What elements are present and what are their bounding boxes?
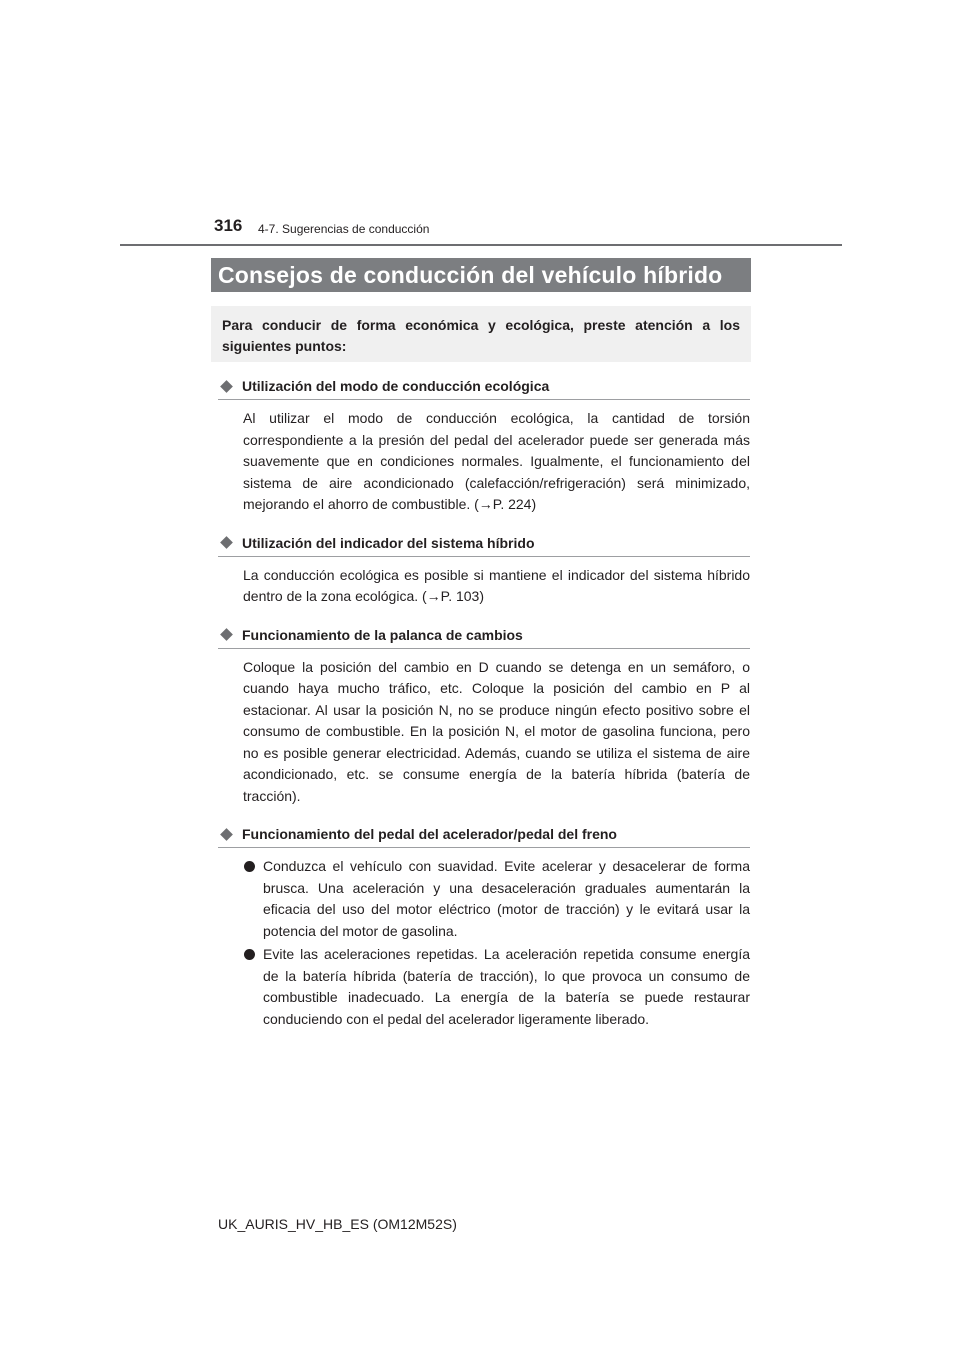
diamond-icon (220, 536, 233, 549)
bullet-text: Evite las aceleraciones repetidas. La aceleración repetida consume energía de la batería híbrida (batería de tracción), lo que provoca un consumo de combustible inadecuado. La energía de la batería se puede restaurar conduciendo con el pedal del acelerador ligeramente liberado. (263, 946, 750, 1027)
section-heading-text: Utilización del modo de conducción ecológica (242, 378, 550, 394)
section-paragraph: Coloque la posición del cambio en D cuando se detenga en un semáforo, o cuando haya mucho tráfico, etc. Coloque la posición del cambio en P al estacionar. Al usar la posición N, no se produce ningún efecto positivo sobre el consumo de combustible. En la posición N, el motor de gasolina funciona, pero no es posible generar electricidad. Además, cuando se utiliza el sistema de aire acondicionado, etc. se consume energía de la batería híbrida (batería de tracción). (243, 658, 750, 804)
diamond-icon (220, 628, 233, 641)
section-label: 4-7. Sugerencias de conducción (258, 222, 430, 236)
footer-doc-code: UK_AURIS_HV_HB_ES (OM12M52S) (218, 1216, 457, 1232)
section-heading-text: Funcionamiento del pedal del acelerador/pedal del freno (242, 826, 617, 842)
bullet-text: Conduzca el vehículo con suavidad. Evite acelerar y desacelerar de forma brusca. Una aceleración y una desaceleración graduales aumentarán la eficacia del uso del motor eléctrico (motor de tracción) y le evitará usar la potencia del motor de gasolina. (263, 858, 750, 939)
content (218, 376, 750, 1047)
intro-box: Para conducir de forma económica y ecológica, preste atención a los siguientes puntos: (211, 306, 751, 362)
bullet-item (243, 944, 750, 1030)
section-heading (218, 376, 750, 400)
bullet-dot-icon (244, 949, 255, 960)
section-eco-mode (218, 376, 750, 516)
bullet-item (243, 856, 750, 942)
section-shift-lever (218, 625, 750, 808)
section-heading (218, 533, 750, 557)
header-rule (120, 244, 842, 246)
section-heading-text: Funcionamiento de la palanca de cambios (242, 626, 523, 643)
diamond-icon (220, 380, 233, 393)
section-paragraph: La conducción ecológica es posible si mantiene el indicador del sistema híbrido dentro de la zona ecológica. (→P. 103) (243, 566, 750, 604)
section-pedals (218, 824, 750, 1030)
section-heading-text: Utilización del indicador del sistema híbrido (242, 534, 535, 551)
section-heading (218, 625, 750, 649)
section-heading (218, 824, 750, 848)
diamond-icon (220, 828, 233, 841)
page-title: Consejos de conducción del vehículo híbrido (211, 258, 751, 292)
page-number: 316 (214, 216, 243, 235)
bullet-dot-icon (244, 861, 255, 872)
section-hybrid-indicator (218, 533, 750, 608)
section-paragraph: Al utilizar el modo de conducción ecológica, la cantidad de torsión correspondiente a la presión del pedal del acelerador puede ser generada más suavemente que en condiciones normales. Igualmente, el funcionamiento del sistema de aire acondicionado (calefacción/refrigeración) será minimizado, mejorando el ahorro de combustible. (→P. 224) (243, 410, 750, 512)
